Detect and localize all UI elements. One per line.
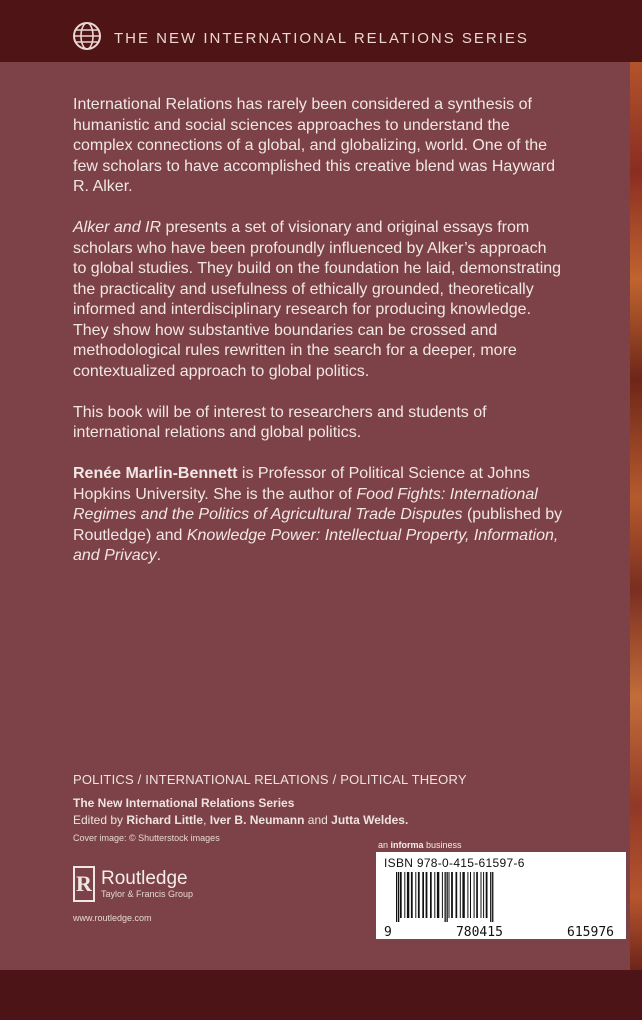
barcode-bars	[384, 872, 614, 922]
informa-line	[378, 840, 462, 850]
informa-prefix: an	[378, 840, 391, 850]
barcode-bar	[418, 872, 420, 918]
barcode-bar	[434, 872, 435, 918]
barcode-bar	[460, 872, 461, 918]
publisher-logo-block	[73, 866, 193, 902]
barcode-bar	[430, 872, 432, 918]
bottom-band	[0, 970, 642, 1020]
editor-3: Jutta Weldes.	[331, 813, 409, 827]
barcode-guard-bar	[490, 872, 491, 922]
editor-separator-2: and	[304, 813, 332, 827]
barcode-bar	[474, 872, 475, 918]
barcode-bar	[486, 872, 488, 918]
barcode-guard-bar	[445, 872, 446, 922]
barcode-bar	[451, 872, 453, 918]
barcode-bar	[422, 872, 424, 918]
barcode-bar	[404, 872, 405, 918]
series-title: THE NEW INTERNATIONAL RELATIONS SERIES	[114, 29, 529, 47]
barcode-digit-group-3: 615976	[567, 925, 614, 940]
book-food-fights: Food Fights: International Regimes and the Politics of Agricultural Trade Disputes	[73, 485, 538, 523]
author-bio-text-3: .	[156, 547, 162, 564]
barcode-bar	[415, 872, 416, 918]
author-bio	[73, 464, 563, 567]
barcode-bar	[411, 872, 413, 918]
author-bio-text-2: (published by Routledge) and	[73, 506, 563, 544]
author-bio-text-1: is Professor of Political Science at Johns Hopkins University. She is the author of	[73, 465, 531, 503]
barcode-guard-bar	[396, 872, 397, 922]
author-name: Renée Marlin-Bennett	[73, 465, 238, 482]
blurb-paragraph-2-text: presents a set of visionary and original essays from scholars who have been profoundly influenced by Alker’s approach to global studies. They build on the foundation he laid, demonstrating the practicality and usefulness of ethically grounded, theoretically informed and interdisciplinary research for producing knowledge. They show how substantive boundaries can be crossed and methodological rules rewritten in the search for a deeper, more contextualized approach to global politics.	[73, 219, 562, 380]
barcode-digits	[384, 925, 614, 940]
barcode-bar	[456, 872, 458, 918]
isbn-barcode-box	[376, 852, 626, 939]
series-editors	[73, 812, 593, 829]
publisher-name: Routledge	[101, 867, 188, 889]
barcode-bar	[467, 872, 468, 918]
editor-2: Iver B. Neumann	[209, 813, 305, 827]
meta-block	[73, 772, 593, 843]
barcode-bar	[426, 872, 428, 918]
barcode-digit-group-1: 9	[384, 925, 392, 940]
barcode-bar	[400, 872, 402, 918]
editor-1: Richard Little	[126, 813, 204, 827]
series-name: The New International Relations Series	[73, 796, 295, 810]
barcode-bar	[470, 872, 471, 918]
publisher-website: www.routledge.com	[73, 913, 152, 923]
informa-brand: informa	[390, 840, 424, 850]
barcode-bar	[483, 872, 484, 918]
barcode-digit-group-2: 780415	[455, 925, 503, 940]
book-title-alker-and-ir: Alker and IR	[73, 219, 162, 236]
blurb-paragraph-2	[73, 218, 563, 382]
isbn-number: ISBN 978-0-415-61597-6	[384, 856, 525, 870]
blurb	[73, 95, 563, 587]
informa-suffix: business	[423, 840, 462, 850]
edited-by-label: Edited by	[73, 813, 127, 827]
barcode-bar	[462, 872, 464, 918]
barcode-bar	[437, 872, 439, 918]
barcode-guard-bar	[398, 872, 399, 922]
barcode-guard-bar	[447, 872, 448, 922]
book-knowledge-power: Knowledge Power: Intellectual Property, Information, and Privacy	[73, 526, 559, 564]
publisher-text	[101, 869, 193, 900]
publisher-group: Taylor & Francis Group	[101, 888, 194, 899]
blurb-paragraph-1: International Relations has rarely been considered a synthesis of humanistic and social sciences approaches to understand the complex connections of a global, and globalizing, world. One of the few scholars to have accomplished this creative blend was Hayward R. Alker.	[73, 96, 556, 195]
globe-icon	[72, 21, 102, 56]
subject-categories: POLITICS / INTERNATIONAL RELATIONS / POLITICAL THEORY	[73, 772, 467, 787]
routledge-logo-icon: R	[73, 866, 95, 902]
barcode-guard-bar	[492, 872, 493, 922]
barcode-bar	[442, 872, 443, 918]
barcode-bar	[407, 872, 409, 918]
cover-art-edge	[630, 62, 642, 970]
editor-separator-1: ,	[203, 813, 210, 827]
barcode-bar	[476, 872, 478, 918]
barcode-bar	[481, 872, 482, 918]
barcode-bar	[449, 872, 450, 918]
cover-credit: Cover image: © Shutterstock images	[73, 833, 220, 843]
blurb-paragraph-3: This book will be of interest to researchers and students of international relations and global politics.	[73, 403, 487, 441]
series-header	[72, 20, 529, 56]
